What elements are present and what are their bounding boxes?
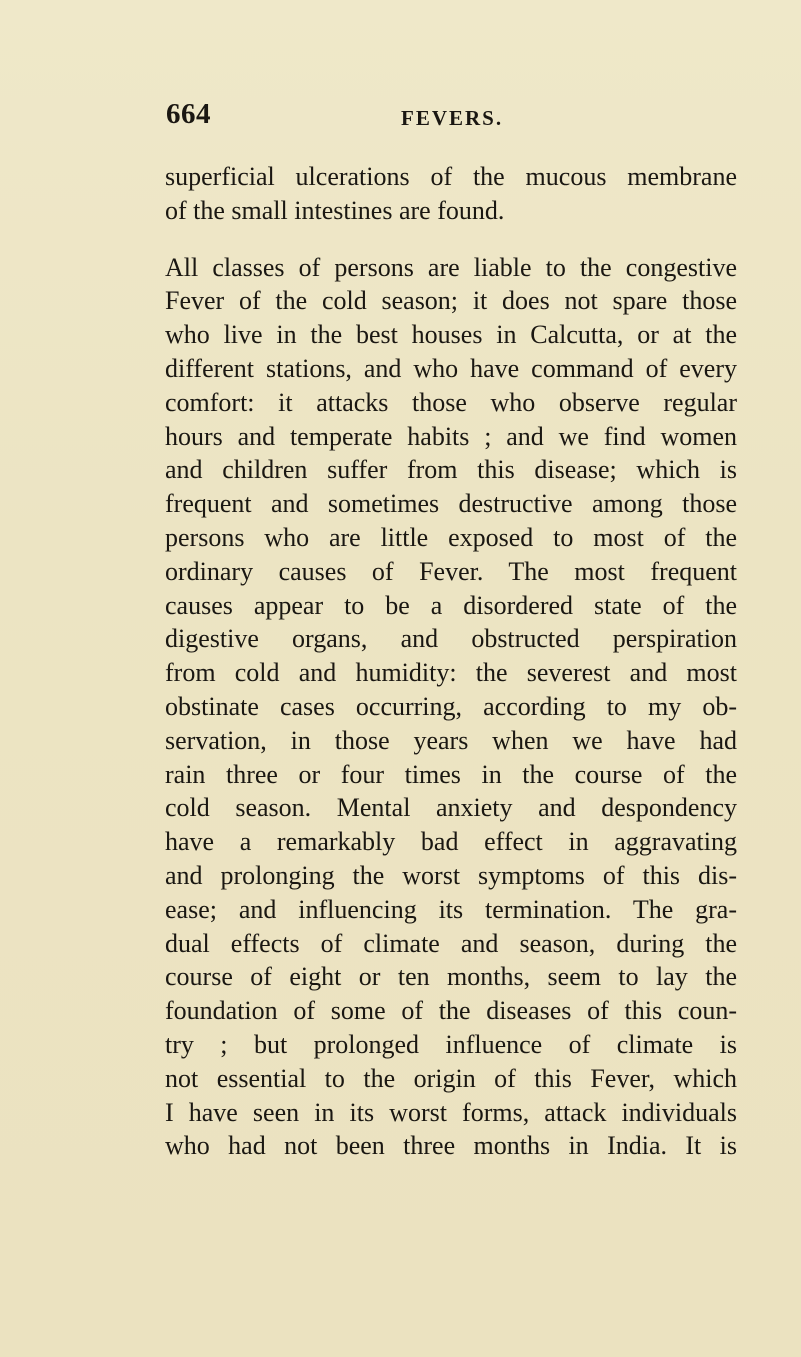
text-line: try ; but prolonged influence of climate is (165, 1029, 737, 1059)
text-line: hours and temperate habits ; and we find women (165, 421, 737, 451)
text-line: who had not been three months in India. It is (165, 1131, 737, 1161)
paragraph-1 (165, 160, 737, 228)
text-line: rain three or four times in the course of the (165, 759, 737, 789)
text-line: and children suffer from this disease; which is (165, 455, 737, 485)
text-line: course of eight or ten months, seem to lay the (165, 962, 737, 992)
text-line: not essential to the origin of this Fever, which (165, 1063, 737, 1093)
text-line: cold season. Mental anxiety and despondency (165, 793, 737, 823)
body-text (165, 160, 737, 1163)
text-line: Fever of the cold season; it does not spare those (165, 286, 737, 316)
text-line: have a remarkably bad effect in aggravating (165, 827, 737, 857)
paragraph-2 (165, 251, 737, 1164)
text-line: different stations, and who have command of every (165, 353, 737, 383)
text-line: superficial ulcerations of the mucous membrane (165, 162, 737, 191)
page-header (0, 98, 801, 138)
text-line: I have seen in its worst forms, attack individuals (165, 1097, 737, 1127)
text-line: from cold and humidity: the severest and most (165, 658, 737, 688)
text-line: dual effects of climate and season, during the (165, 928, 737, 958)
running-title: FEVERS. (401, 106, 504, 130)
text-line: All classes of persons are liable to the congestive (165, 252, 737, 282)
text-line: who live in the best houses in Calcutta, or at the (165, 320, 737, 350)
text-line: persons who are little exposed to most of the (165, 522, 737, 552)
text-line: obstinate cases occurring, according to my ob- (165, 691, 737, 721)
text-line: comfort: it attacks those who observe regular (165, 387, 737, 417)
text-line: frequent and sometimes destructive among those (165, 489, 737, 519)
text-line: servation, in those years when we have had (165, 725, 737, 755)
text-line: of the small intestines are found. (165, 195, 505, 225)
text-line: and prolonging the worst symptoms of this dis- (165, 860, 737, 890)
text-line: ease; and influencing its termination. The gra- (165, 894, 737, 924)
text-line: ordinary causes of Fever. The most frequent (165, 556, 737, 586)
page-number: 664 (166, 98, 211, 130)
text-line: foundation of some of the diseases of this coun- (165, 996, 737, 1026)
text-line: causes appear to be a disordered state of the (165, 590, 737, 620)
text-line: digestive organs, and obstructed perspiration (165, 624, 737, 654)
